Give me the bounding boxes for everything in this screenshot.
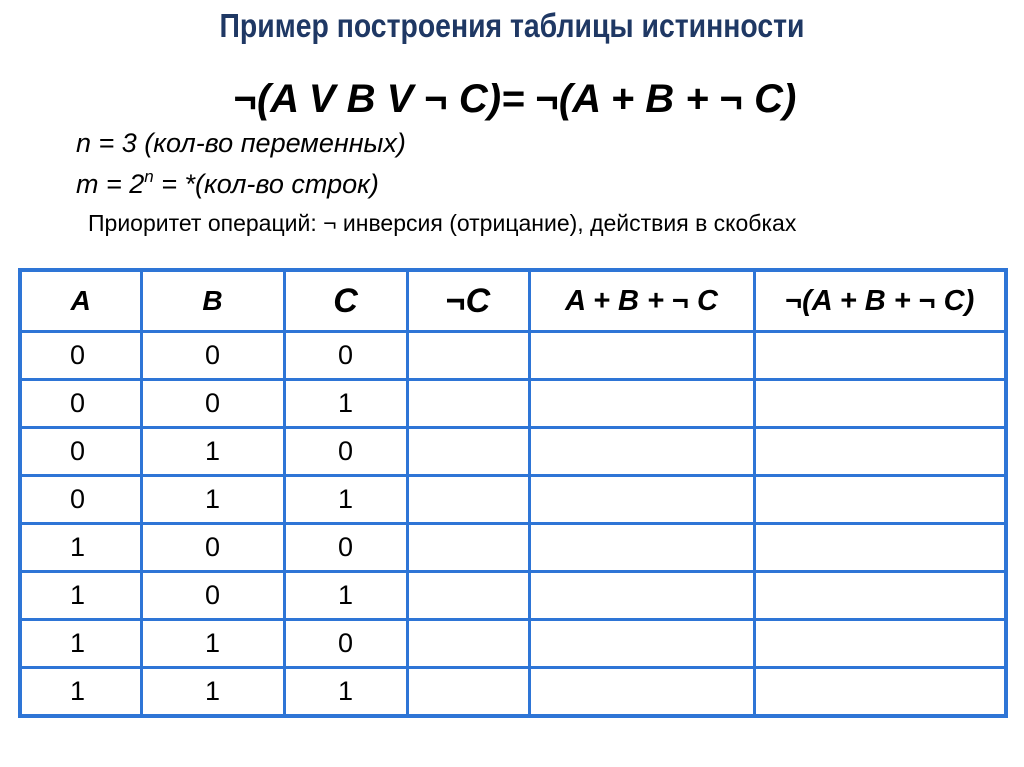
row-count-exponent: n	[144, 167, 154, 186]
cell-negated-disjunction	[754, 379, 1006, 427]
column-header-disjunction: A + B + ¬ C	[529, 270, 754, 332]
cell-negated-disjunction	[754, 571, 1006, 619]
cell-disjunction	[529, 619, 754, 667]
slide-title: Пример построения таблицы истинности	[219, 7, 805, 44]
cell-negated-disjunction	[754, 619, 1006, 667]
cell-a: 0	[20, 379, 141, 427]
cell-disjunction	[529, 523, 754, 571]
cell-a: 0	[20, 475, 141, 523]
operation-priority-line: Приоритет операций: ¬ инверсия (отрицание), действия в скобках	[88, 210, 797, 236]
cell-a: 0	[20, 427, 141, 475]
cell-disjunction	[529, 427, 754, 475]
cell-c: 0	[284, 332, 407, 380]
cell-c: 1	[284, 379, 407, 427]
cell-not-c	[407, 475, 529, 523]
column-header-not-c: ¬C	[407, 270, 529, 332]
cell-a: 1	[20, 619, 141, 667]
cell-not-c	[407, 332, 529, 380]
cell-not-c	[407, 667, 529, 716]
cell-a: 1	[20, 571, 141, 619]
cell-b: 1	[141, 667, 284, 716]
table-row	[20, 379, 1006, 427]
column-header-c: C	[284, 270, 407, 332]
cell-c: 0	[284, 523, 407, 571]
table-row	[20, 523, 1006, 571]
cell-c: 1	[284, 667, 407, 716]
cell-not-c	[407, 379, 529, 427]
table-row	[20, 475, 1006, 523]
cell-disjunction	[529, 332, 754, 380]
cell-b: 0	[141, 332, 284, 380]
variable-count-line: n = 3 (кол-во переменных)	[76, 128, 406, 158]
table-row	[20, 619, 1006, 667]
row-count-prefix: m = 2	[76, 169, 145, 199]
cell-c: 0	[284, 427, 407, 475]
cell-negated-disjunction	[754, 475, 1006, 523]
cell-disjunction	[529, 379, 754, 427]
cell-b: 0	[141, 571, 284, 619]
row-count-line	[76, 167, 379, 201]
cell-a: 1	[20, 523, 141, 571]
cell-negated-disjunction	[754, 332, 1006, 380]
cell-c: 0	[284, 619, 407, 667]
cell-b: 1	[141, 427, 284, 475]
cell-a: 0	[20, 332, 141, 380]
cell-not-c	[407, 571, 529, 619]
cell-disjunction	[529, 475, 754, 523]
table-header-row	[20, 270, 1006, 332]
cell-not-c	[407, 619, 529, 667]
table-row	[20, 667, 1006, 716]
cell-negated-disjunction	[754, 667, 1006, 716]
column-header-b: B	[141, 270, 284, 332]
cell-disjunction	[529, 571, 754, 619]
truth-table	[18, 268, 1008, 718]
cell-b: 0	[141, 523, 284, 571]
cell-not-c	[407, 523, 529, 571]
column-header-negated-disjunction: ¬(A + B + ¬ C)	[754, 270, 1006, 332]
cell-c: 1	[284, 475, 407, 523]
cell-b: 0	[141, 379, 284, 427]
cell-b: 1	[141, 619, 284, 667]
table-row	[20, 571, 1006, 619]
table-row	[20, 427, 1006, 475]
column-header-a: A	[20, 270, 141, 332]
cell-disjunction	[529, 667, 754, 716]
table-row	[20, 332, 1006, 380]
cell-b: 1	[141, 475, 284, 523]
cell-negated-disjunction	[754, 523, 1006, 571]
cell-c: 1	[284, 571, 407, 619]
row-count-suffix: = *(кол-во строк)	[153, 169, 379, 199]
cell-negated-disjunction	[754, 427, 1006, 475]
cell-not-c	[407, 427, 529, 475]
formula: ¬(A V B V ¬ C)= ¬(A + B + ¬ C)	[233, 77, 797, 121]
cell-a: 1	[20, 667, 141, 716]
